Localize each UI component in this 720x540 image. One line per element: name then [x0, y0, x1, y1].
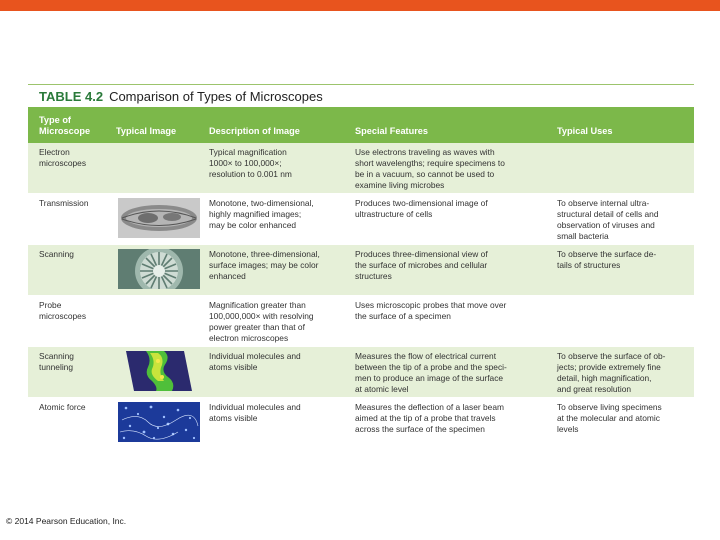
row-description: Monotone, three-dimensional, surface images; may be color enhanced — [209, 249, 320, 281]
top-accent-bar — [0, 0, 720, 11]
row-features: Measures the flow of electrical current between the tip of a probe and the speci- men to produce an image of the surface at atomic level — [355, 351, 507, 394]
row-features: Measures the deflection of a laser beam aimed at the tip of a probe that travels across the surface of the specimen — [355, 402, 504, 434]
header-description: Description of Image — [209, 126, 300, 136]
table-title — [39, 89, 323, 104]
header-image: Typical Image — [116, 126, 177, 136]
row-uses: To observe the surface of ob- jects; provide extremely fine detail, high magnification, and great resolution — [557, 351, 666, 394]
row-features: Produces three-dimensional view of the surface of microbes and cellular structures — [355, 249, 488, 281]
row-uses: To observe the surface de- tails of structures — [557, 249, 657, 270]
row-type: Atomic force — [39, 402, 86, 412]
tem-image — [118, 198, 200, 238]
afm-image — [118, 402, 200, 442]
stm-image — [118, 351, 200, 391]
row-type: Scanning tunneling — [39, 351, 74, 372]
sem-image — [118, 249, 200, 289]
row-type: Probe microscopes — [39, 300, 87, 321]
row-uses: To observe internal ultra- structural detail of cells and observation of viruses and small bacteria — [557, 198, 659, 241]
table-row-atomic-force — [28, 398, 694, 447]
header-type: Type of Microscope — [39, 115, 91, 136]
title-rule — [28, 84, 694, 85]
row-description: Magnification greater than 100,000,000× with resolving power greater than that of electron microscopes — [209, 300, 314, 343]
row-type: Transmission — [39, 198, 89, 208]
microscope-comparison-table — [28, 107, 694, 447]
row-description: Monotone, two-dimensional, highly magnified images; may be color enhanced — [209, 198, 314, 230]
table-number: TABLE 4.2 — [39, 89, 104, 104]
table-row-probe — [28, 296, 694, 347]
row-features: Produces two-dimensional image of ultrastructure of cells — [355, 198, 488, 219]
table-row-scanning — [28, 245, 694, 296]
row-description: Typical magnification 1000× to 100,000×; resolution to 0.001 nm — [209, 147, 292, 179]
header-uses: Typical Uses — [557, 126, 613, 136]
table-row-transmission — [28, 194, 694, 245]
row-type: Scanning — [39, 249, 74, 259]
copyright-footer: © 2014 Pearson Education, Inc. — [6, 516, 127, 526]
row-features: Uses microscopic probes that move over the surface of a specimen — [355, 300, 507, 321]
table-row-electron — [28, 143, 694, 194]
header-features: Special Features — [355, 126, 429, 136]
table-title-text: Comparison of Types of Microscopes — [109, 89, 323, 104]
row-description: Individual molecules and atoms visible — [209, 402, 301, 423]
row-type: Electron microscopes — [39, 147, 87, 168]
row-uses: To observe living specimens at the molecular and atomic levels — [557, 402, 662, 434]
table-header — [28, 107, 694, 143]
row-description: Individual molecules and atoms visible — [209, 351, 301, 372]
row-features: Use electrons traveling as waves with short wavelengths; require specimens to be in a vacuum, so cannot be used to examine living microbes — [355, 147, 505, 190]
table-row-scanning-tunneling — [28, 347, 694, 398]
